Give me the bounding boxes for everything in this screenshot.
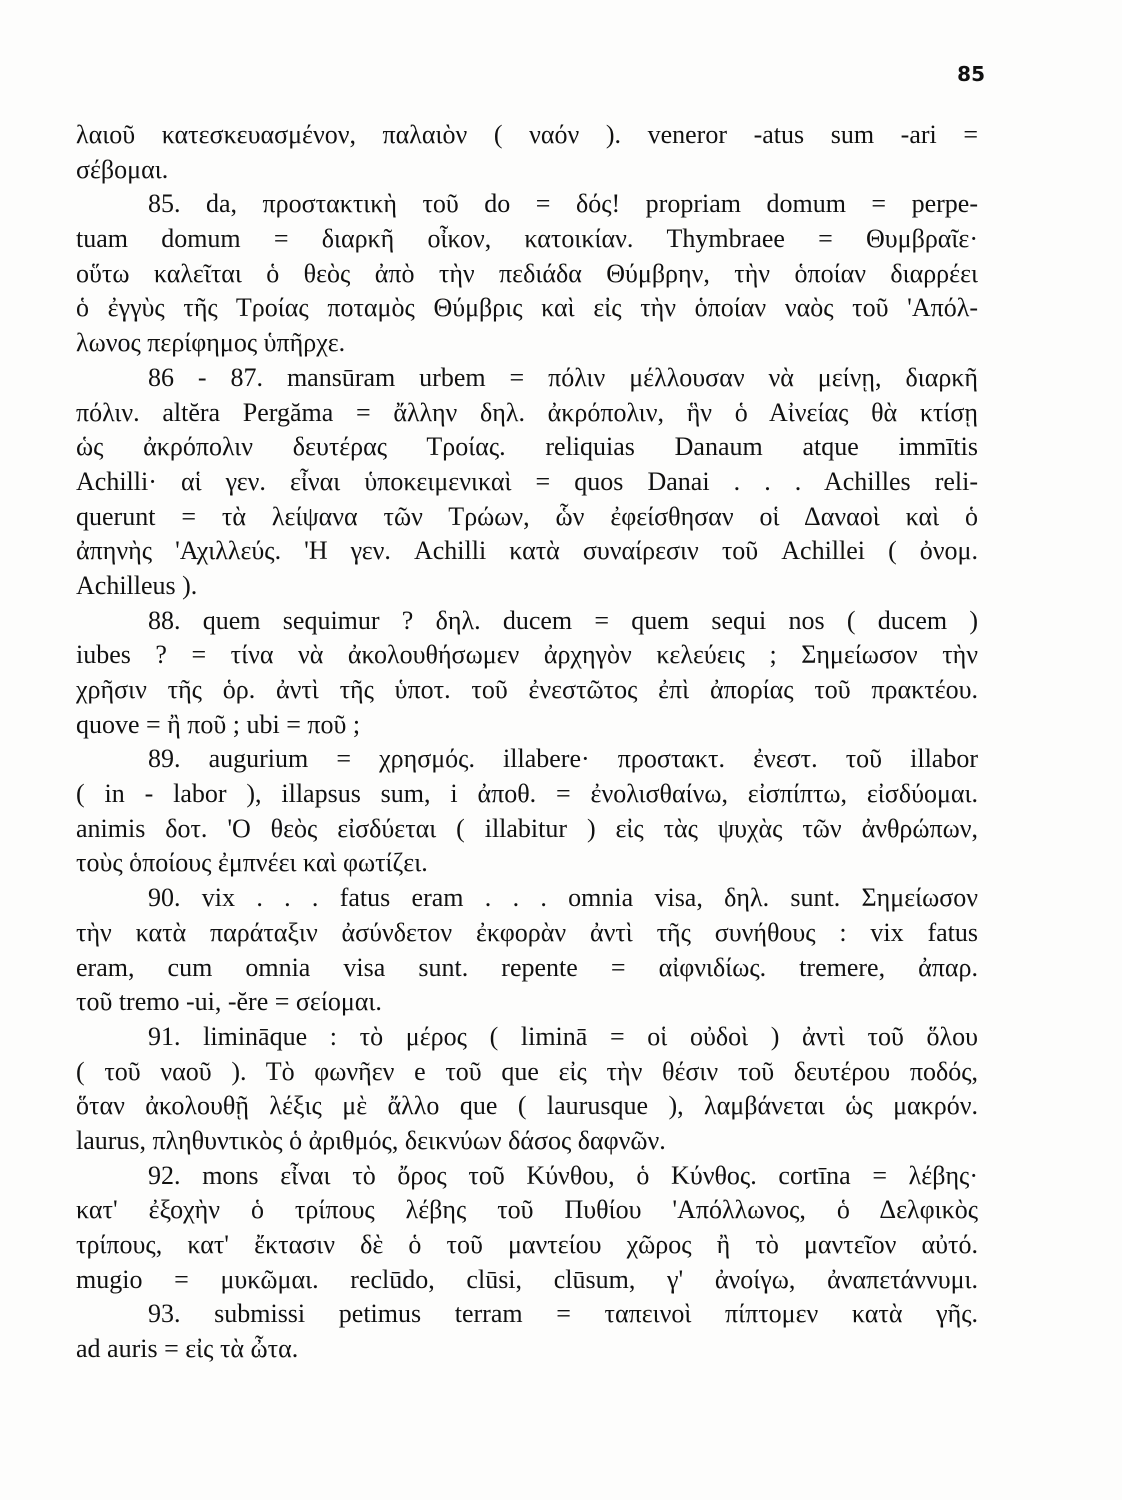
text-line: ὁ ἐγγὺς τῆς Τροίας ποταμὸς Θύμβρις καὶ εἰς τὴν ὁποίαν ναὸς τοῦ 'Απόλ- [76, 293, 978, 323]
text-line: τοὺς ὁποίους ἐμπνέει καὶ φωτίζει. [76, 848, 428, 878]
text-line: ad auris = εἰς τὰ ὦτα. [76, 1334, 299, 1364]
text-line: λαιοῦ κατεσκευασμένον, παλαιὸν ( ναόν ). veneror -atus sum -ari = [76, 120, 978, 149]
text-line: ( τοῦ ναοῦ ). Τὸ φωνῆεν e τοῦ que εἰς τὴν θέσιν τοῦ δευτέρου ποδός, [76, 1056, 978, 1086]
text-line: τοῦ tremo -ui, -ĕre = σείομαι. [76, 987, 382, 1017]
page-number: 85 [957, 62, 985, 86]
text-line: querunt = τὰ λείψανα τῶν Τρώων, ὧν ἐφείσθησαν οἱ Δαναοὶ καὶ ὁ [76, 501, 978, 531]
text-line: τὴν κατὰ παράταξιν ἀσύνδετον ἐκφορὰν ἀντὶ τῆς συνήθους : vix fatus [76, 917, 978, 947]
text-line: 89. augurium = χρησμός. illabere· προστακτ. ἐνεστ. τοῦ illabor [148, 744, 978, 774]
text-line: eram, cum omnia visa sunt. repente = αἰφνιδίως. tremere, ἀπαρ. [76, 952, 978, 982]
text-line: quove = ἢ ποῦ ; ubi = ποῦ ; [76, 709, 361, 739]
text-line: κατ' ἐξοχὴν ὁ τρίπους λέβης τοῦ Πυθίου 'Απόλλωνος, ὁ Δελφικὸς [76, 1195, 978, 1225]
text-line: 85. da, προστακτικὴ τοῦ do = δός! propriam domum = perpe- [148, 189, 978, 219]
text-line: animis δοτ. 'Ο θεὸς εἰσδύεται ( illabitur ) εἰς τὰς ψυχὰς τῶν ἀνθρώπων, [76, 813, 978, 843]
text-line: 92. mons εἶναι τὸ ὄρος τοῦ Κύνθου, ὁ Κύνθος. cortīna = λέβης· [148, 1160, 978, 1190]
text-line: τρίπους, κατ' ἔκτασιν δὲ ὁ τοῦ μαντείου χῶρος ἢ τὸ μαντεῖον αὐτό. [76, 1230, 978, 1259]
text-line: 86 - 87. mansūram urbem = πόλιν μέλλουσαν νὰ μείνῃ, διαρκῆ [148, 362, 978, 392]
text-line: laurus, πληθυντικὸς ὁ ἀριθμός, δεικνύων δάσος δαφνῶν. [76, 1125, 666, 1155]
text-line: 93. submissi petimus terram = ταπεινοὶ πίπτομεν κατὰ γῆς. [148, 1299, 978, 1329]
text-line: οὕτω καλεῖται ὁ θεὸς ἀπὸ τὴν πεδιάδα Θύμβρην, τὴν ὁποίαν διαρρέει [76, 258, 978, 288]
text-line: πόλιν. altĕra Pergăma = ἄλλην δηλ. ἀκρόπολιν, ἣν ὁ Αἰνείας θὰ κτίσῃ [76, 397, 978, 427]
commentary-text [76, 118, 978, 1367]
text-line: ὡς ἀκρόπολιν δευτέρας Τροίας. reliquias Danaum atque immītis [76, 432, 978, 462]
text-line: ἀπηνὴς 'Αχιλλεύς. 'Η γεν. Achilli κατὰ συναίρεσιν τοῦ Achillei ( ὀνομ. [76, 536, 978, 566]
text-line: ( in - labor ), illapsus sum, i ἀποθ. = ἐνολισθαίνω, εἰσπίπτω, εἰσδύομαι. [76, 779, 978, 809]
text-line: mugio = μυκῶμαι. reclūdo, clūsi, clūsum, γ' ἀνοίγω, ἀναπετάννυμι. [76, 1264, 978, 1294]
text-line: χρῆσιν τῆς ὁρ. ἀντὶ τῆς ὑποτ. τοῦ ἐνεστῶτος ἐπὶ ἀπορίας τοῦ πρακτέου. [76, 675, 978, 704]
text-line: 90. vix . . . fatus eram . . . omnia visa, δηλ. sunt. Σημείωσον [148, 883, 978, 913]
text-line: Achilleus ). [76, 570, 198, 600]
text-line: iubes ? = τίνα νὰ ἀκολουθήσωμεν ἀρχηγὸν κελεύεις ; Σημείωσον τὴν [76, 640, 978, 670]
text-line: λωνος περίφημος ὑπῆρχε. [76, 328, 346, 358]
text-line: tuam domum = διαρκῆ οἶκον, κατοικίαν. Thymbraee = Θυμβραῖε· [76, 224, 978, 254]
text-line: σέβομαι. [76, 154, 169, 184]
text-line: ὅταν ἀκολουθῇ λέξις μὲ ἄλλο que ( laurusque ), λαμβάνεται ὡς μακρόν. [76, 1091, 978, 1121]
text-line: 91. limināque : τὸ μέρος ( liminā = οἱ οὐδοὶ ) ἀντὶ τοῦ ὅλου [148, 1021, 978, 1051]
text-line: Achilli· αἱ γεν. εἶναι ὑποκειμενικαὶ = quos Danai . . . Achilles reli- [76, 466, 978, 496]
text-line: 88. quem sequimur ? δηλ. ducem = quem sequi nos ( ducem ) [148, 605, 978, 635]
